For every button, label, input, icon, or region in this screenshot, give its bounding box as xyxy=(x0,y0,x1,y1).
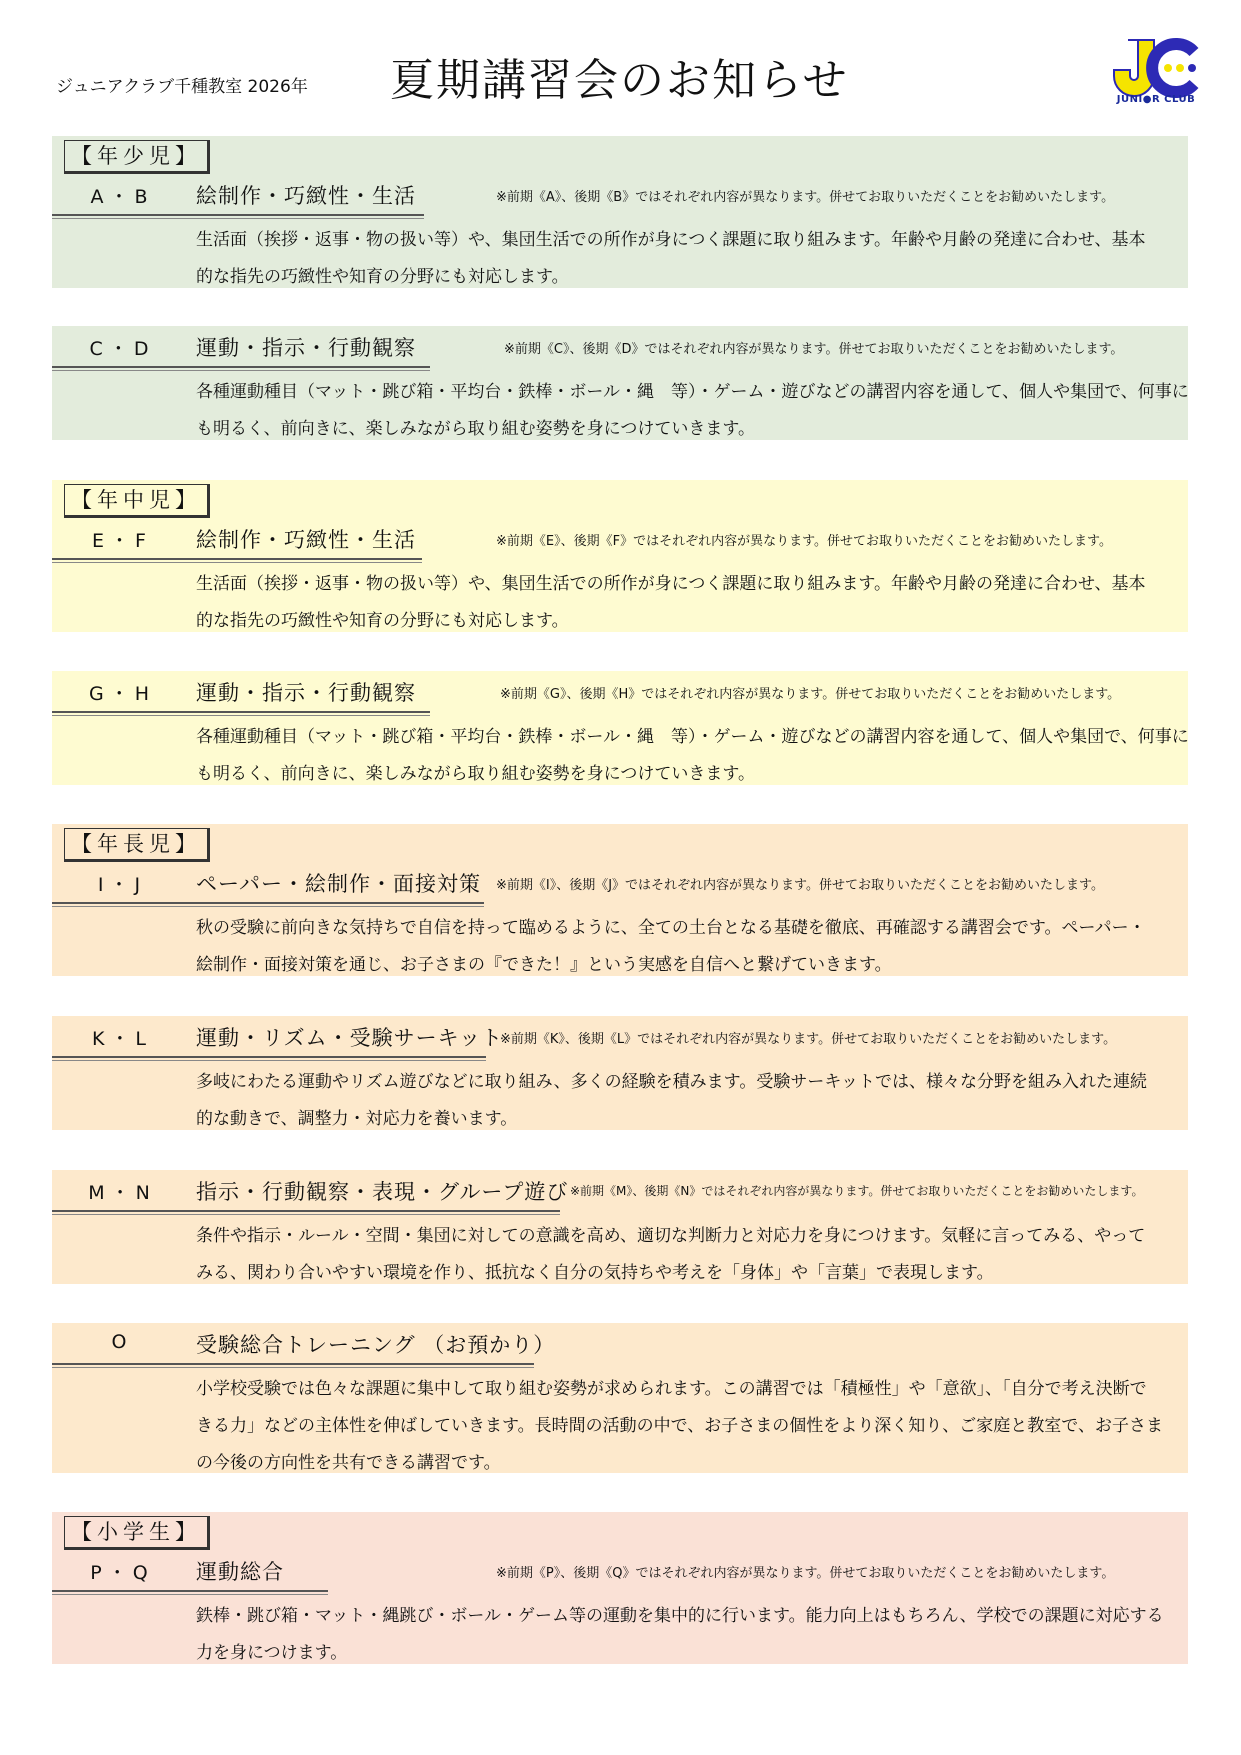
title-underline-thin xyxy=(52,1214,560,1215)
course-description xyxy=(196,374,1189,448)
course-code: P・Q xyxy=(90,1562,154,1584)
course-title: 運動総合 xyxy=(196,1560,284,1584)
section-label: 【年中児】 xyxy=(64,484,210,518)
page-header xyxy=(0,0,1241,130)
course-block xyxy=(52,1016,1188,1130)
title-underline xyxy=(52,711,430,713)
title-underline xyxy=(52,214,424,216)
course-code: M・N xyxy=(88,1182,156,1204)
description-line: 的な動きで、調整力・対応力を養います。 xyxy=(196,1109,518,1129)
course-title: 絵制作・巧緻性・生活 xyxy=(196,528,416,552)
description-line: 絵制作・面接対策を通じ、お子さまの『できた！』という実感を自信へと繋げていきます。 xyxy=(196,955,892,975)
section-label: 【年長児】 xyxy=(64,828,210,862)
course-block xyxy=(52,480,1188,632)
course-note: ※前期《M》、後期《N》ではそれぞれ内容が異なります。併せてお取りいただくことをお勧めいたします。 xyxy=(570,1184,1144,1198)
description-line: の今後の方向性を共有できる講習です。 xyxy=(196,1453,501,1473)
section-label: 【小学生】 xyxy=(64,1516,210,1550)
course-block xyxy=(52,1512,1188,1664)
course-note: ※前期《K》、後期《L》ではそれぞれ内容が異なります。併せてお取りいただくことをお勧めいたします。 xyxy=(500,1032,1117,1047)
course-note: ※前期《G》、後期《H》ではそれぞれ内容が異なります。併せてお取りいただくことをお勧めいたします。 xyxy=(500,687,1121,702)
description-line: も明るく、前向きに、楽しみながら取り組む姿勢を身につけていきます。 xyxy=(196,764,755,784)
course-title: ペーパー・絵制作・面接対策 xyxy=(196,872,481,896)
title-underline-thin xyxy=(52,1367,534,1368)
course-block xyxy=(52,136,1188,288)
course-code: E・F xyxy=(92,530,152,552)
title-underline-thin xyxy=(52,906,484,907)
description-line: 各種運動種目（マット・跳び箱・平均台・鉄棒・ボール・縄 等）・ゲーム・遊びなどの講習内容を通して、個人や集団で、何事に xyxy=(196,727,1189,747)
title-underline xyxy=(52,558,422,560)
course-code: A・B xyxy=(90,186,154,208)
course-note: ※前期《C》、後期《D》ではそれぞれ内容が異なります。併せてお取りいただくことをお勧めいたします。 xyxy=(504,342,1124,357)
course-note: ※前期《I》、後期《J》ではそれぞれ内容が異なります。併せてお取りいただくことをお勧めいたします。 xyxy=(496,878,1104,893)
page-title: 夏期講習会のお知らせ xyxy=(390,55,849,106)
section-label: 【年少児】 xyxy=(64,140,210,174)
description-line: 小学校受験では色々な課題に集中して取り組む姿勢が求められます。この講習では「積極性」や「意欲」、「自分で考え決断で xyxy=(196,1379,1147,1399)
description-line: 多岐にわたる運動やリズム遊びなどに取り組み、多くの経験を積みます。受験サーキットでは、様々な分野を組み入れた連続 xyxy=(196,1072,1147,1092)
course-note: ※前期《P》、後期《Q》ではそれぞれ内容が異なります。併せてお取りいただくことをお勧めいたします。 xyxy=(496,1566,1115,1581)
course-code: C・D xyxy=(89,338,155,360)
course-description xyxy=(196,910,1180,984)
course-code: O xyxy=(111,1331,133,1353)
course-block xyxy=(52,326,1188,440)
description-line: 生活面（挨拶・返事・物の扱い等）や、集団生活での所作が身につく課題に取り組みます。年齢や月齢の発達に合わせ、基本 xyxy=(196,230,1146,250)
logo-subtext: JUNI●R CLUB xyxy=(1116,94,1196,105)
title-underline xyxy=(52,366,430,368)
description-line: 秋の受験に前向きな気持ちで自信を持って臨めるように、全ての土台となる基礎を徹底、再確認する講習会です。ペーパー・ xyxy=(196,918,1146,938)
description-line: きる力」などの主体性を伸ばしていきます。長時間の活動の中で、お子さまの個性をより深く知り、ご家庭と教室で、お子さま xyxy=(196,1416,1163,1436)
description-line: 鉄棒・跳び箱・マット・縄跳び・ボール・ゲーム等の運動を集中的に行います。能力向上はもちろん、学校での課題に対応する xyxy=(196,1606,1164,1626)
course-note: ※前期《E》、後期《F》ではそれぞれ内容が異なります。併せてお取りいただくことをお勧めいたします。 xyxy=(496,534,1113,549)
course-description xyxy=(196,1598,1180,1672)
school-name: ジュニアクラブ千種教室 2026年 xyxy=(56,77,308,97)
title-underline xyxy=(52,1363,534,1365)
title-underline-thin xyxy=(52,370,430,371)
description-line: 的な指先の巧緻性や知育の分野にも対応します。 xyxy=(196,611,569,631)
course-block xyxy=(52,1170,1188,1284)
title-underline xyxy=(52,902,484,904)
course-title: 運動・リズム・受験サーキット xyxy=(196,1026,504,1050)
course-title: 受験総合トレーニング （お預かり） xyxy=(196,1333,556,1357)
title-underline-thin xyxy=(52,562,422,563)
title-underline-thin xyxy=(52,218,424,219)
course-description xyxy=(196,566,1180,640)
title-underline-thin xyxy=(52,1060,486,1061)
course-block xyxy=(52,1323,1188,1473)
description-line: 的な指先の巧緻性や知育の分野にも対応します。 xyxy=(196,267,569,287)
description-line: 各種運動種目（マット・跳び箱・平均台・鉄棒・ボール・縄 等）・ゲーム・遊びなどの講習内容を通して、個人や集団で、何事に xyxy=(196,382,1189,402)
course-title: 運動・指示・行動観察 xyxy=(196,681,416,705)
description-line: 生活面（挨拶・返事・物の扱い等）や、集団生活での所作が身につく課題に取り組みます。年齢や月齢の発達に合わせ、基本 xyxy=(196,574,1146,594)
description-line: も明るく、前向きに、楽しみながら取り組む姿勢を身につけていきます。 xyxy=(196,419,755,439)
title-underline xyxy=(52,1590,328,1592)
course-block xyxy=(52,824,1188,976)
description-line: 力を身につけます。 xyxy=(196,1643,348,1663)
course-description xyxy=(196,1218,1180,1292)
course-description xyxy=(196,1064,1180,1138)
course-title: 運動・指示・行動観察 xyxy=(196,336,416,360)
course-title: 絵制作・巧緻性・生活 xyxy=(196,184,416,208)
course-description xyxy=(196,719,1189,793)
course-code: I・J xyxy=(97,874,147,896)
course-code: K・L xyxy=(91,1028,153,1050)
title-underline-thin xyxy=(52,715,430,716)
course-note: ※前期《A》、後期《B》ではそれぞれ内容が異なります。併せてお取りいただくことをお勧めいたします。 xyxy=(496,190,1115,205)
title-underline xyxy=(52,1210,560,1212)
course-description xyxy=(196,222,1180,296)
description-line: 条件や指示・ルール・空間・集団に対しての意識を高め、適切な判断力と対応力を身につけます。気軽に言ってみる、やって xyxy=(196,1226,1146,1246)
title-underline xyxy=(52,1056,486,1058)
course-code: G・H xyxy=(88,683,155,705)
logo-c-shape xyxy=(1152,44,1196,92)
title-underline-thin xyxy=(52,1594,328,1595)
description-line: みる、関わり合いやすい環境を作り、抵抗なく自分の気持ちや考えを「身体」や「言葉」で表現します。 xyxy=(196,1263,994,1283)
course-description xyxy=(196,1371,1180,1482)
course-title: 指示・行動観察・表現・グループ遊び xyxy=(196,1180,569,1204)
course-block xyxy=(52,671,1188,785)
